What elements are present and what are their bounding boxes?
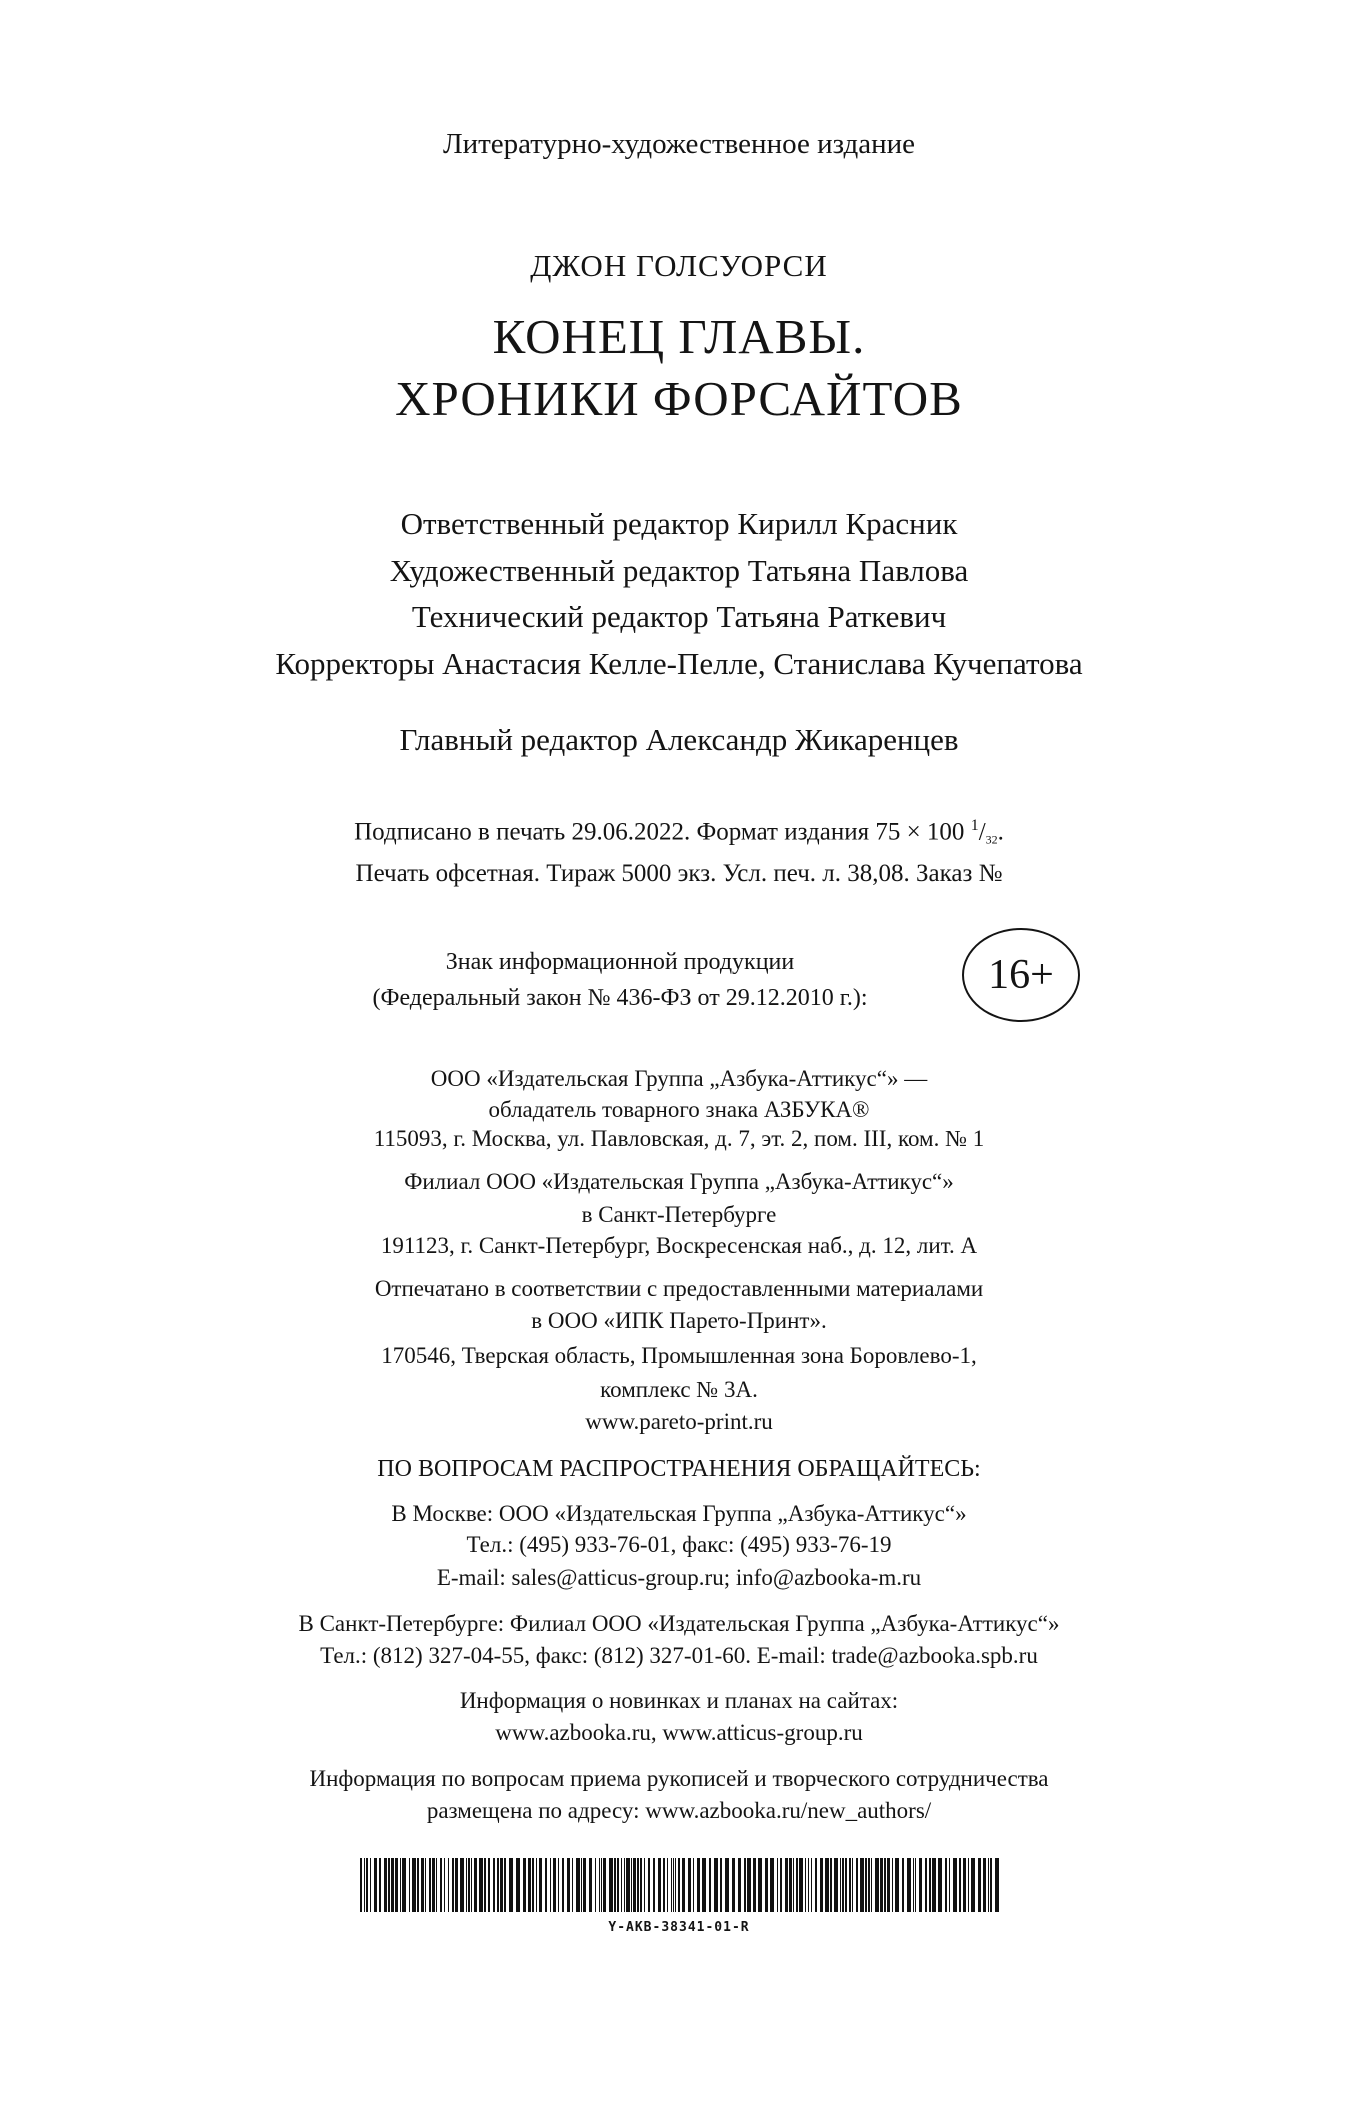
barcode-icon [358, 1858, 1000, 1912]
barcode-bar [820, 1858, 823, 1912]
barcode-bar [417, 1858, 419, 1912]
barcode-bar [474, 1858, 477, 1912]
barcode-bar [460, 1858, 464, 1912]
barcode-bar [553, 1858, 556, 1912]
barcode-bar [673, 1858, 674, 1912]
barcode-bar [902, 1858, 904, 1912]
barcode-bar [682, 1858, 685, 1912]
moscow-phones: Тел.: (495) 933-76-01, факс: (495) 933-76-19 [466, 1532, 892, 1557]
branch-line-2: в Санкт-Петербурге [581, 1202, 777, 1227]
barcode-bar [455, 1858, 458, 1912]
barcode-bar [545, 1858, 547, 1912]
barcode-bar [938, 1858, 942, 1912]
publisher-line-1: ООО «Издательская Группа „Азбука-Аттикус“» — [430, 1066, 928, 1091]
printer-website: www.pareto-print.ru [585, 1409, 773, 1434]
barcode-bar [468, 1858, 470, 1912]
staff-proofreaders: Корректоры Анастасия Келле-Пелле, Станислава Кучепатова [275, 646, 1083, 681]
info-product-label [290, 944, 950, 1016]
barcode-bar [796, 1858, 798, 1912]
barcode-bar [391, 1858, 394, 1912]
barcode-bar [484, 1858, 486, 1912]
barcode-bar [595, 1858, 596, 1912]
barcode-bar [688, 1858, 691, 1912]
barcode-bar [840, 1858, 841, 1912]
spb-phones-email: Тел.: (812) 327-04-55, факс: (812) 327-01-60. E-mail: trade@azbooka.spb.ru [320, 1643, 1038, 1668]
author-name: ДЖОН ГОЛСУОРСИ [530, 248, 828, 283]
barcode-bar [425, 1858, 426, 1912]
barcode-bar [366, 1858, 368, 1912]
branch-line-1: Филиал ООО «Издательская Группа „Азбука-Аттикус“» [404, 1169, 954, 1194]
barcode-bar [516, 1858, 520, 1912]
info-product-label-line-2: (Федеральный закон № 436-ФЗ от 29.12.2010 г.): [372, 985, 868, 1011]
barcode-bar [963, 1858, 966, 1912]
staff-responsible-editor: Ответственный редактор Кирилл Красник [400, 506, 958, 541]
barcode-bar [971, 1858, 975, 1912]
printer-line-2: в ООО «ИПК Парето-Принт». [531, 1308, 827, 1333]
barcode-bar [436, 1858, 437, 1912]
barcode-bar [440, 1858, 442, 1912]
barcode-bar [932, 1858, 936, 1912]
barcode-bar [488, 1858, 490, 1912]
barcode-bar [384, 1858, 387, 1912]
barcode-bar [753, 1858, 756, 1912]
barcode-bar [479, 1858, 483, 1912]
barcode-bar [640, 1858, 642, 1912]
barcode-bar [953, 1858, 957, 1912]
moscow-contact-line-1: В Москве: ООО «Издательская Группа „Азбука-Аттикус“» [391, 1501, 967, 1526]
barcode-bar [497, 1858, 499, 1912]
barcode-bar [770, 1858, 774, 1912]
barcode-bar [815, 1858, 817, 1912]
barcode-bar [644, 1858, 645, 1912]
barcode-bar [536, 1858, 537, 1912]
barcode-bar [915, 1858, 916, 1912]
barcode-bar [601, 1858, 602, 1912]
barcode-bar [805, 1858, 806, 1912]
barcode-bar [830, 1858, 832, 1912]
barcode-bar [875, 1858, 879, 1912]
barcode-bar [675, 1858, 676, 1912]
barcode-bar [653, 1858, 655, 1912]
barcode-bar [402, 1858, 406, 1912]
barcode-bar [852, 1858, 853, 1912]
barcode-bar [720, 1858, 722, 1912]
barcode-bar [626, 1858, 630, 1912]
barcode-bar [978, 1858, 981, 1912]
barcode-caption: Y-AKB-38341-01-R [608, 1920, 750, 1935]
branch-address: 191123, г. Санкт-Петербург, Воскресенская наб., д. 12, лит. А [380, 1233, 978, 1258]
barcode-bar [671, 1858, 672, 1912]
barcode-bar [374, 1858, 377, 1912]
moscow-email: E-mail: sales@atticus-group.ru; info@azbooka-m.ru [436, 1565, 922, 1590]
barcode-bar [532, 1858, 534, 1912]
barcode-bar [603, 1858, 606, 1912]
barcode-bar [523, 1858, 526, 1912]
publisher-line-2: обладатель товарного знака АЗБУКА® [488, 1097, 870, 1122]
barcode-bar [765, 1858, 768, 1912]
barcode-bar [500, 1858, 503, 1912]
barcode-bar [929, 1858, 931, 1912]
barcode-bar [709, 1858, 711, 1912]
barcode-bar [409, 1858, 410, 1912]
barcode-bar [777, 1858, 778, 1912]
distribution-heading: ПО ВОПРОСАМ РАСПРОСТРАНЕНИЯ ОБРАЩАЙТЕСЬ: [377, 1456, 981, 1482]
barcode-bar [617, 1858, 619, 1912]
print-info-line-2: Печать офсетная. Тираж 5000 экз. Усл. печ. л. 38,08. Заказ № [355, 860, 1003, 887]
barcode-bar [550, 1858, 551, 1912]
genre-label: Литературно-художественное издание [442, 128, 916, 160]
barcode-bar [702, 1858, 706, 1912]
barcode-bar [658, 1858, 661, 1912]
barcode-bar [825, 1858, 829, 1912]
printer-line-1: Отпечатано в соответствии с предоставленными материалами [374, 1276, 984, 1301]
barcode-bar [714, 1858, 718, 1912]
barcode-bar [633, 1858, 636, 1912]
barcode-bar [884, 1858, 886, 1912]
barcode-bar [949, 1858, 950, 1912]
barcode-bar [539, 1858, 542, 1912]
barcode-bar [471, 1858, 472, 1912]
barcode-bar [842, 1858, 844, 1912]
barcode-bar [448, 1858, 449, 1912]
barcode-bar [892, 1858, 893, 1912]
barcode-bar [667, 1858, 668, 1912]
barcode-bar [925, 1858, 927, 1912]
barcode-bar [581, 1858, 582, 1912]
barcode-bar [663, 1858, 665, 1912]
manuscripts-info-line-1: Информация по вопросам приема рукописей и творческого сотрудничества [309, 1766, 1049, 1791]
barcode-bar [444, 1858, 445, 1912]
barcode-bar [732, 1858, 735, 1912]
barcode-bar [811, 1858, 812, 1912]
barcode-bar [808, 1858, 809, 1912]
barcode-bar [856, 1858, 858, 1912]
barcode-bar [747, 1858, 751, 1912]
barcode-bar [780, 1858, 782, 1912]
news-info-line-1: Информация о новинках и планах на сайтах: [459, 1688, 899, 1713]
barcode-bar [504, 1858, 506, 1912]
staff-art-editor: Художественный редактор Татьяна Павлова [389, 553, 969, 588]
barcode-bar [849, 1858, 851, 1912]
age-rating-badge: 16+ [962, 928, 1080, 1022]
barcode-bar [995, 1858, 999, 1912]
barcode-bar [945, 1858, 947, 1912]
barcode-bar [388, 1858, 390, 1912]
barcode-bar [599, 1858, 600, 1912]
barcode-bar [583, 1858, 586, 1912]
barcode-bar [400, 1858, 401, 1912]
barcode-bar [913, 1858, 914, 1912]
barcode-bar [895, 1858, 899, 1912]
barcode-bar [589, 1858, 592, 1912]
barcode-bar [868, 1858, 870, 1912]
barcode-bar [968, 1858, 969, 1912]
barcode-bar [648, 1858, 650, 1912]
barcode-bar [907, 1858, 911, 1912]
barcode-bar [693, 1858, 694, 1912]
barcode-bar [990, 1858, 992, 1912]
barcode-bar [919, 1858, 922, 1912]
barcode-bar [624, 1858, 625, 1912]
format-fraction-denominator: 32 [985, 832, 998, 847]
barcode-bar [631, 1858, 632, 1912]
barcode-bar [959, 1858, 961, 1912]
barcode-bar [637, 1858, 639, 1912]
barcode-bar [785, 1858, 788, 1912]
barcode-bar [370, 1858, 371, 1912]
barcode-bar [421, 1858, 424, 1912]
print-format: Подписано в печать 29.06.2022. Формат издания 75 × 100 [354, 818, 971, 846]
barcode-bar [880, 1858, 883, 1912]
barcode-bar [988, 1858, 989, 1912]
barcode-bar [395, 1858, 398, 1912]
barcode-bar [509, 1858, 513, 1912]
barcode-bar [697, 1858, 700, 1912]
barcode-bar [528, 1858, 531, 1912]
barcode-bar [758, 1858, 762, 1912]
barcode-bar [452, 1858, 454, 1912]
barcode-bar [871, 1858, 872, 1912]
barcode-bar [432, 1858, 435, 1912]
barcode-bar [412, 1858, 416, 1912]
barcode-bar [576, 1858, 580, 1912]
book-title-line-2: ХРОНИКИ ФОРСАЙТОВ [395, 371, 963, 426]
barcode-bar [379, 1858, 381, 1912]
printer-address-2: комплекс № 3А. [600, 1377, 758, 1402]
barcode-bar [845, 1858, 847, 1912]
publisher-address: 115093, г. Москва, ул. Павловская, д. 7, эт. 2, пом. III, ком. № 1 [373, 1126, 985, 1151]
barcode-bar [429, 1858, 431, 1912]
barcode-bar [744, 1858, 746, 1912]
barcode-bar [493, 1858, 495, 1912]
barcode-bar [558, 1858, 559, 1912]
barcode-bar [738, 1858, 741, 1912]
barcode-bar [466, 1858, 467, 1912]
barcode-bar [865, 1858, 867, 1912]
barcode-bar [799, 1858, 803, 1912]
info-product-label-line-1: Знак информационной продукции [445, 949, 795, 975]
barcode-bar [621, 1858, 622, 1912]
barcode-bar [789, 1858, 792, 1912]
barcode-bar [887, 1858, 890, 1912]
news-websites: www.azbooka.ru, www.atticus-group.ru [495, 1720, 863, 1745]
barcode-bar [983, 1858, 986, 1912]
print-info-line-1: Подписано в печать 29.06.2022. Формат издания 75 × 100 $^1/_{32}$. [354, 817, 1004, 847]
barcode-bar [834, 1858, 838, 1912]
barcode-bar [562, 1858, 564, 1912]
barcode-bar [614, 1858, 616, 1912]
barcode-bar [360, 1858, 362, 1912]
barcode-bar [678, 1858, 680, 1912]
manuscripts-url: размещена по адресу: www.azbooka.ru/new_authors/ [426, 1798, 932, 1823]
printer-address-1: 170546, Тверская область, Промышленная зона Боровлево-1, [381, 1343, 977, 1368]
barcode-bar [609, 1858, 613, 1912]
barcode-bar [572, 1858, 573, 1912]
staff-technical-editor: Технический редактор Татьяна Раткевич [411, 599, 947, 634]
barcode-bar [364, 1858, 365, 1912]
spb-contact-line-1: В Санкт-Петербурге: Филиал ООО «Издательская Группа „Азбука-Аттикус“» [298, 1611, 1060, 1636]
barcode-bar [793, 1858, 794, 1912]
barcode-bar [860, 1858, 864, 1912]
format-fraction-numerator: 1 [970, 817, 979, 834]
book-title-line-1: КОНЕЦ ГЛАВЫ. [492, 309, 866, 364]
barcode-bar [725, 1858, 729, 1912]
barcode-bar [567, 1858, 570, 1912]
chief-editor: Главный редактор Александр Жикаренцев [399, 722, 959, 757]
